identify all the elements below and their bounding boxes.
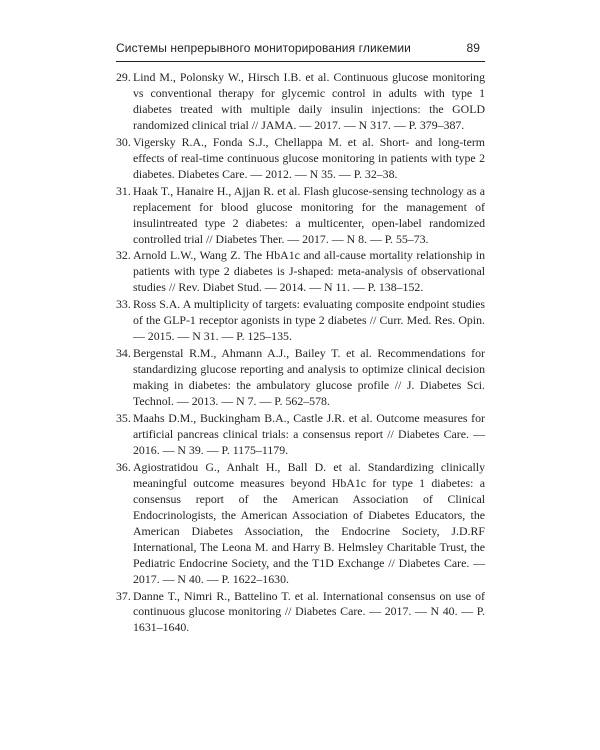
reference-text: Bergenstal R.M., Ahmann A.J., Bailey T. et al. Recommendations for standardizing glucose reporting and analysis to optimize clinical decision making in diabetes: the ambulatory glucose profile // J. Diabetes Sci. Technol. — 2013. — N 7. — P. 562–578. [133, 346, 485, 409]
reference-number: 37. [116, 588, 131, 603]
reference-item [116, 460, 485, 588]
running-title: Системы непрерывного мониторирования гликемии [116, 41, 411, 55]
reference-number: 32. [116, 248, 131, 263]
reference-text: Ross S.A. A multiplicity of targets: evaluating composite endpoint studies of the GLP-1 receptor agonists in type 2 diabetes // Curr. Med. Res. Opin. — 2015. — N 31. — P. 125–135. [133, 297, 485, 344]
reference-number: 35. [116, 411, 131, 426]
reference-item [116, 346, 485, 410]
header-rule [116, 61, 485, 62]
reference-number: 29. [116, 70, 131, 84]
reference-item [116, 70, 485, 134]
reference-text: Arnold L.W., Wang Z. The HbA1c and all-cause mortality relationship in patients with type 2 diabetes is J-shaped: meta-analysis of observational studies // Rev. Diabet Stud. — 2014. — N 11. — P. 138–152. [133, 248, 485, 295]
page-number: 89 [466, 41, 480, 55]
reference-number: 36. [116, 459, 131, 474]
reference-item [116, 411, 485, 459]
reference-text: Haak T., Hanaire H., Ajjan R. et al. Flash glucose-sensing technology as a replacement for blood glucose monitoring for the management of insulintreated type 2 diabetes: a multicenter, open-label randomized controlled trial // Diabetes Ther. — 2017. — N 8. — P. 55–73. [133, 183, 485, 246]
reference-item [116, 589, 485, 637]
reference-text: Agiostratidou G., Anhalt H., Ball D. et al. Standardizing clinically meaningful outcome measures beyond HbA1c for type 1 diabetes: a consensus report of the American Association of Clinical Endocrinologists, the American Association of Diabetes Educators, the American Diabetes Association, the Endocrine Society, J.D.RF International, The Leona M. and Harry B. Helmsley Charitable Trust, the Pediatric Endocrine Society, and the T1D Exchange // Diabetes Care. — 2017. — N 40. — P. 1622–1630. [133, 459, 485, 586]
reference-item [116, 248, 485, 296]
reference-number: 33. [116, 297, 131, 312]
reference-item [116, 297, 485, 345]
reference-number: 34. [116, 346, 131, 361]
reference-text: Maahs D.M., Buckingham B.A., Castle J.R. et al. Outcome measures for artificial pancreas clinical trials: a consensus report // Diabetes Care. — 2016. — N 39. — P. 1175–1179. [133, 411, 485, 457]
reference-number: 30. [116, 134, 131, 149]
reference-item [116, 135, 485, 183]
reference-text: Danne T., Nimri R., Battelino T. et al. International consensus on use of continuous glucose monitoring // Diabetes Care. — 2017. — N 40. — P. 1631–1640. [133, 588, 485, 635]
reference-text: Vigersky R.A., Fonda S.J., Chellappa M. et al. Short- and long-term effects of real-time continuous glucose monitoring in patients with type 2 diabetes. Diabetes Care. — 2012. — N 35. — P. 32–38. [133, 134, 485, 181]
reference-text: Lind M., Polonsky W., Hirsch I.B. et al. Continuous glucose monitoring vs conventional therapy for glycemic control in adults with type 1 diabetes treated with multiple daily insulin injections: the GOLD randomized clinical trial // JAMA. — 2017. — N 317. — P. 379–387. [133, 70, 485, 132]
reference-number: 31. [116, 183, 131, 198]
running-header [116, 37, 486, 59]
reference-item [116, 184, 485, 248]
reference-list [116, 70, 485, 637]
